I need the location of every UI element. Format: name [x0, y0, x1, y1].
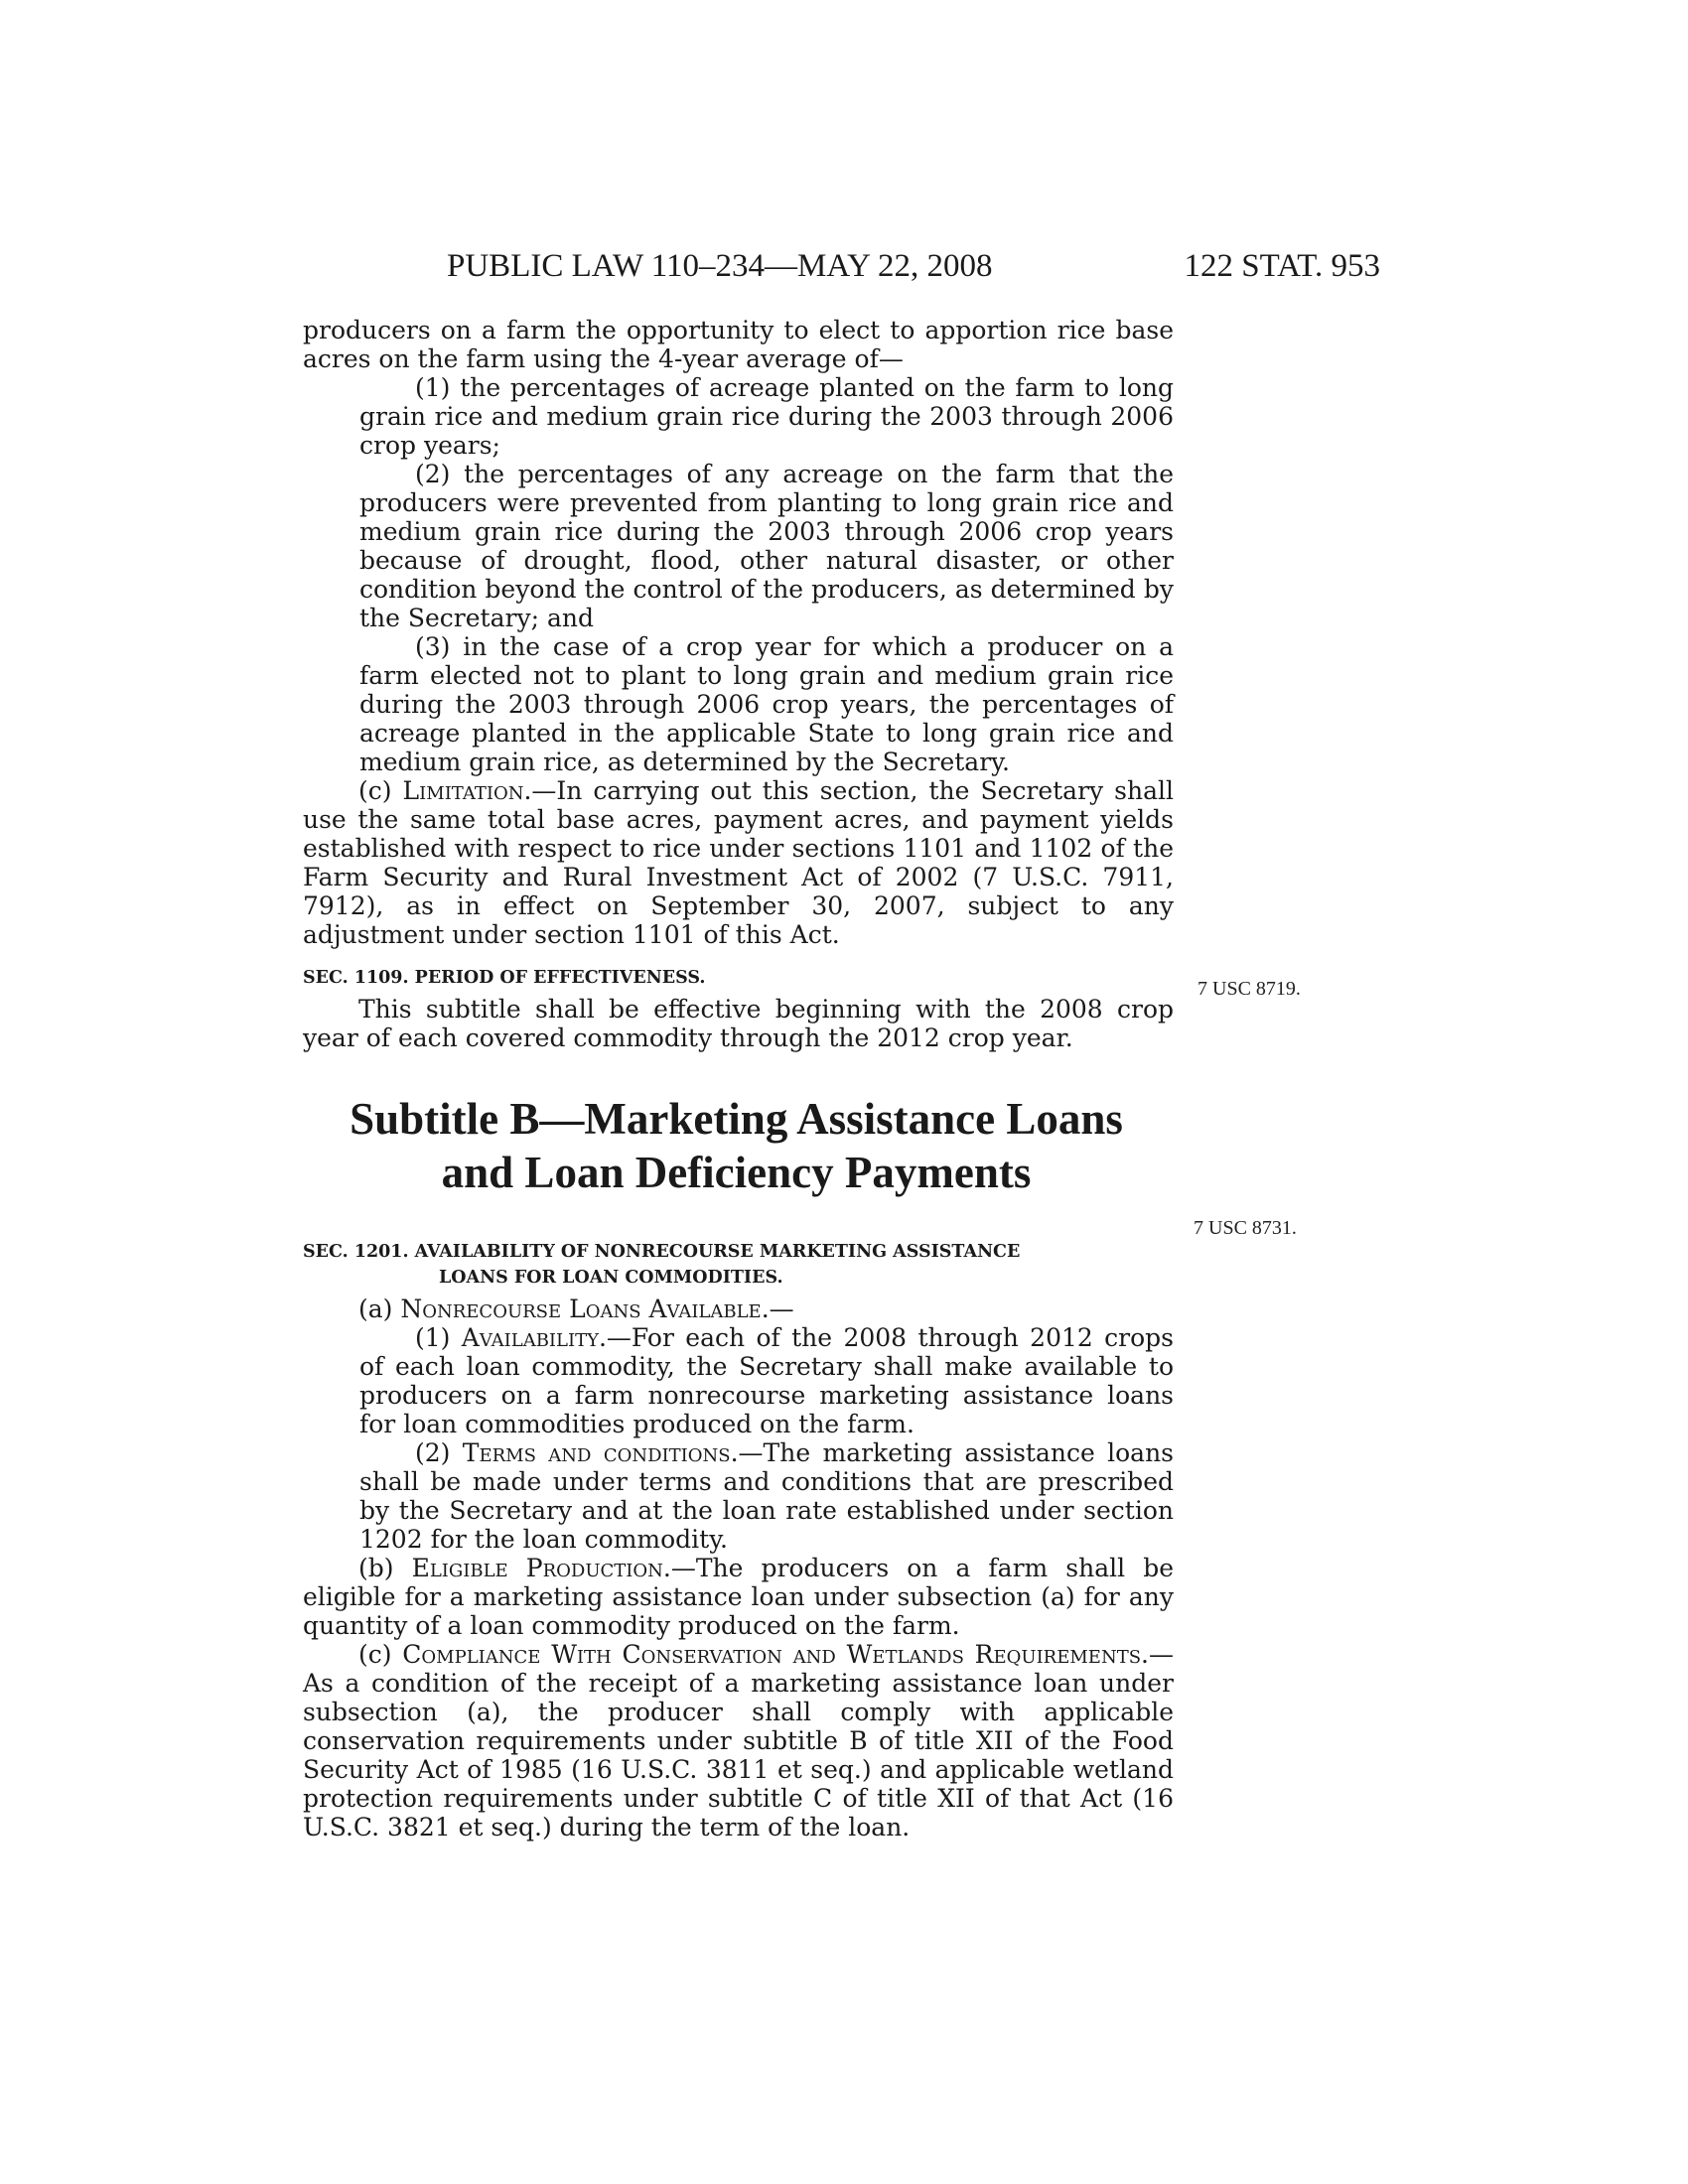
- intro-paragraph: producers on a farm the opportunity to elect to apportion rice base acres on the farm using the 4-year average of—: [303, 316, 1174, 373]
- list-item: (3) in the case of a crop year for which a producer on a farm elected not to plant to long grain and medium grain rice during the 2003 through 2006 crop years, the percentages of acreage planted in the applicable State to long grain rice and medium grain rice, as determined by the Secretary.: [359, 632, 1174, 776]
- section-heading-1201: SEC. 1201. AVAILABILITY OF NONRECOURSE MARKETING ASSISTANCE LOANS FOR LOAN COMMODITIES.: [303, 1242, 1021, 1288]
- paragraph-a1: (1) Availability.—For each of the 2008 through 2012 crops of each loan commodity, the Secretary shall make available to producers on a farm nonrecourse marketing assistance loans for loan commodities produced on the farm.: [359, 1323, 1175, 1438]
- list-item: (1) the percentages of acreage planted on the farm to long grain rice and medium grain rice during the 2003 through 2006 crop years;: [359, 373, 1174, 460]
- running-head: [298, 248, 1380, 288]
- subsection-b: (b) Eligible Production.—The producers on a farm shall be eligible for a marketing assistance loan under subsection (a) for any quantity of a loan commodity produced on the farm.: [303, 1554, 1174, 1640]
- subtitle-heading: Subtitle B—Marketing Assistance Loans and Loan Deficiency Payments: [350, 1094, 1123, 1197]
- section-1109-text: This subtitle shall be effective beginning with the 2008 crop year of each covered commodity through the 2012 crop year.: [303, 995, 1174, 1052]
- paragraph-heading: Availability: [461, 1323, 599, 1352]
- stat-page-number: 122 STAT. 953: [1184, 248, 1380, 284]
- subsection-a: (a) Nonrecourse Loans Available.—: [358, 1295, 794, 1323]
- subsection-heading: Eligible Production: [411, 1554, 663, 1582]
- subsection-heading: Limitation: [402, 776, 524, 805]
- margin-note-sec-1201: 7 USC 8731.: [1194, 1217, 1297, 1239]
- subsection-heading: Compliance With Conservation and Wetlands Requirements: [402, 1640, 1142, 1669]
- subsection-heading: Nonrecourse Loans Available: [400, 1295, 762, 1323]
- margin-note-sec-1109: 7 USC 8719.: [1197, 978, 1301, 1000]
- subsection-c-limitation: (c) Limitation.—In carrying out this section, the Secretary shall use the same total base acres, payment acres, and payment yields established with respect to rice under sections 1101 and 1102 of the Farm Security and Rural Investment Act of 2002 (7 U.S.C. 7911, 7912), as in effect on September 30, 2007, subject to any adjustment under section 1101 of this Act.: [303, 776, 1174, 949]
- document-body: [303, 316, 1174, 1842]
- running-head-title: PUBLIC LAW 110–234—MAY 22, 2008: [447, 248, 993, 284]
- paragraph-a2: (2) Terms and conditions.—The marketing assistance loans shall be made under terms and conditions that are prescribed by the Secretary and at the loan rate established under section 1202 for the loan commodity.: [359, 1438, 1174, 1554]
- section-heading-1109: SEC. 1109. PERIOD OF EFFECTIVENESS.: [303, 968, 706, 988]
- paragraph-heading: Terms and conditions: [462, 1438, 731, 1467]
- subsection-c: (c) Compliance With Conservation and Wetlands Requirements.—As a condition of the receipt of a marketing assistance loan under subsection (a), the producer shall comply with applicable conservation requirements under subtitle B of title XII of the Food Security Act of 1985 (16 U.S.C. 3811 et seq.) and applicable wetland protection requirements under subtitle C of title XII of that Act (16 U.S.C. 3821 et seq.) during the term of the loan.: [303, 1640, 1174, 1842]
- list-item: (2) the percentages of any acreage on the farm that the producers were prevented from planting to long grain rice and medium grain rice during the 2003 through 2006 crop years because of drought, flood, other natural disaster, or other condition beyond the control of the producers, as determined by the Secretary; and: [359, 460, 1174, 632]
